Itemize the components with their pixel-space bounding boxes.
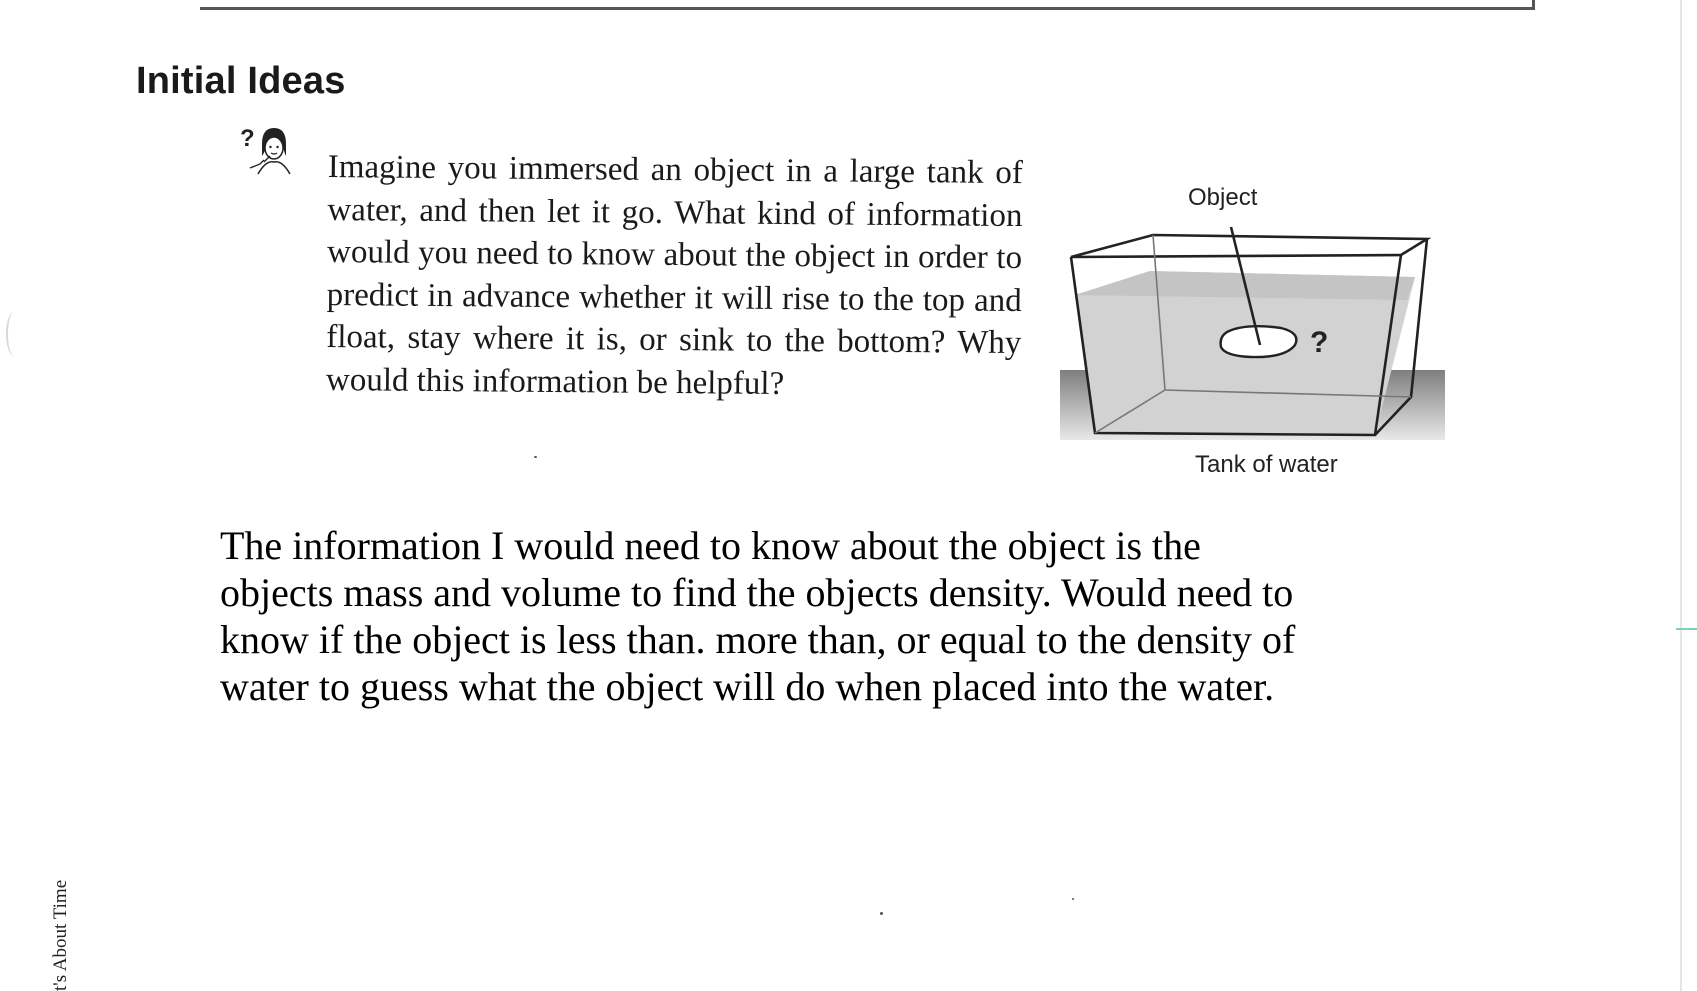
margin-footer-text: t's About Time	[50, 879, 71, 991]
initial-ideas-prompt: Imagine you immersed an object in a large tank of water, and then let it go. What kind of information would you need to know about the object in order to predict in advance whether it will rise to the top and float, stay where it is, or sink to the bottom? Why would this information be helpful?	[325, 148, 1023, 402]
object-question-mark: ?	[1310, 326, 1329, 359]
scan-speck	[1072, 898, 1074, 900]
scan-edge-mark	[1676, 628, 1697, 630]
tank-of-water-figure	[1055, 175, 1455, 480]
binding-hole-shadow	[6, 312, 22, 356]
section-title: Initial Ideas	[136, 60, 346, 102]
svg-text:?: ?	[240, 125, 255, 152]
object-label: Object	[1188, 184, 1258, 211]
scan-speck	[880, 912, 883, 915]
top-frame-border	[200, 0, 1535, 10]
tank-rim	[1071, 235, 1427, 257]
page-edge-shadow	[1680, 0, 1682, 991]
scan-speck	[534, 456, 537, 458]
thinking-student-question-icon	[240, 122, 300, 184]
student-answer: The information I would need to know about the object is the objects mass and volume to find the objects density. Would need to know if the object is less than. more than, or equal to the density of water to guess what the object will do when placed into the water.	[220, 523, 1296, 709]
tank-label: Tank of water	[1195, 451, 1338, 478]
